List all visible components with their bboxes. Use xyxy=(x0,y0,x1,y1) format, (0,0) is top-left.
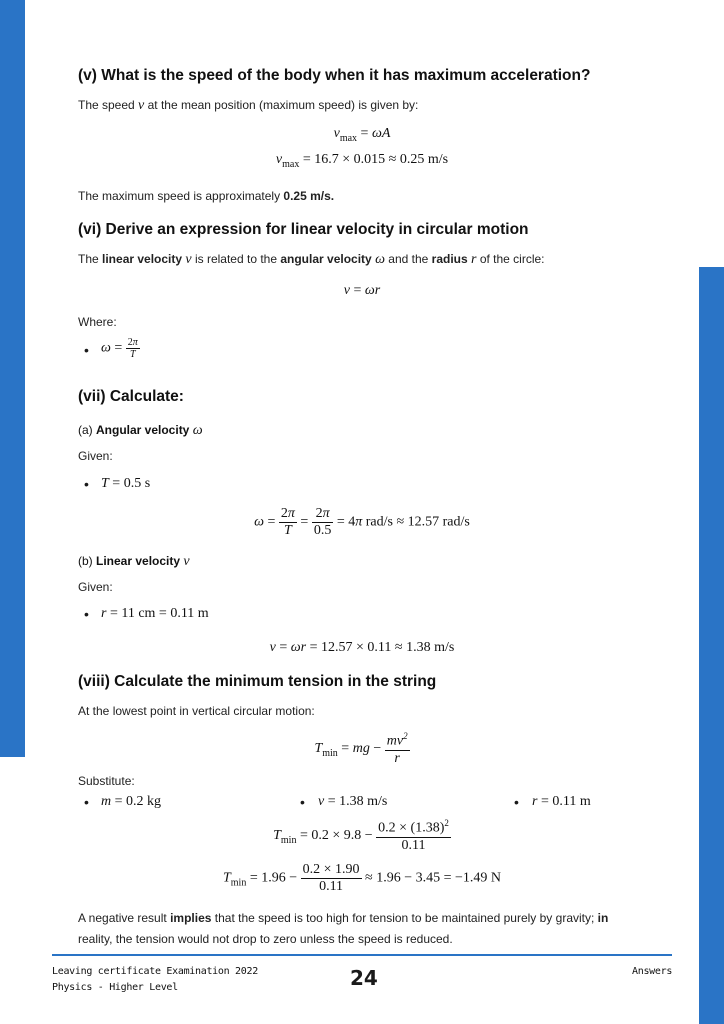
equation-tension-formula: $T_{min}$ = mg − $\frac{mv^2}{r}$ xyxy=(314,731,408,766)
section-v-conclusion: The maximum speed is approximately 0.25 m/s. xyxy=(78,189,335,203)
right-accent-bar xyxy=(699,267,724,1024)
bullet-dot: • xyxy=(84,794,89,810)
section-v-heading: (v) What is the speed of the body when it has maximum acceleration? xyxy=(78,67,591,84)
part-b-label: (b) Linear velocity v xyxy=(78,554,190,569)
footer-section-label: Answers xyxy=(632,966,673,977)
equation-vmax-formula: $v_{max} = \omega A$ xyxy=(333,126,391,144)
equation-tension-substituted: $T_{min} = 0.2 \times 9.8$ − $\frac{0.2 \times (1.38)^2}{0.11}$ xyxy=(273,818,449,853)
where-label: Where: xyxy=(78,315,117,329)
bullet-radius-value: r = 11 cm = 0.11 m xyxy=(101,606,209,621)
footer-subject: Physics - Higher Level xyxy=(52,982,178,993)
bullet-dot: • xyxy=(514,794,519,810)
part-a-label: (a) Angular velocity ω xyxy=(78,423,203,438)
footer-exam-title: Leaving certificate Examination 2022 xyxy=(52,966,258,977)
given-b-label: Given: xyxy=(78,580,113,594)
bullet-period-value: T = 0.5 s xyxy=(101,476,151,491)
equation-angular-velocity: ω = $\frac{2\pi}{T}$ = $\frac{2\pi}{0.5}$ = 4π rad/s ≈ 12.57 rad/s xyxy=(254,506,470,538)
section-vii-heading: (vii) Calculate: xyxy=(78,388,184,405)
section-vi-heading: (vi) Derive an expression for linear velocity in circular motion xyxy=(78,221,529,238)
bullet-dot: • xyxy=(84,606,89,622)
bullet-speed-value: v = 1.38 m/s xyxy=(318,794,388,809)
substitute-label: Substitute: xyxy=(78,774,135,788)
equation-linear-velocity: v = ωr = 12.57 × 0.11 ≈ 1.38 m/s xyxy=(269,640,455,655)
section-viii-intro: At the lowest point in vertical circular motion: xyxy=(78,704,315,718)
equation-tension-result: $T_{min} = 1.96$ − $\frac{0.2 \times 1.90}{0.11}$ ≈ 1.96 − 3.45 = −1.49 N xyxy=(222,862,502,894)
bullet-radius-value-2: r = 0.11 m xyxy=(532,794,591,809)
note-line-2: reality, the tension would not drop to zero unless the speed is reduced. xyxy=(78,932,453,946)
left-accent-bar xyxy=(0,0,25,757)
footer-rule xyxy=(52,954,672,956)
equation-vmax-value: $v_{max} = 16.7 \times 0.015 \approx 0.25$ m/s xyxy=(275,152,449,170)
section-viii-heading: (viii) Calculate the minimum tension in the string xyxy=(78,673,437,690)
bullet-omega-definition: ω = $\frac{2\pi}{T}$ xyxy=(101,337,138,360)
note-line-1: A negative result implies that the speed is too high for tension to be maintained purely by gravity; in xyxy=(78,911,609,925)
bullet-dot: • xyxy=(84,476,89,492)
bullet-dot: • xyxy=(300,794,305,810)
section-vi-intro: The linear velocity v is related to the angular velocity ω and the radius r of the circle: xyxy=(78,252,545,267)
equation-v-omega-r: v = ωr xyxy=(343,283,381,298)
bullet-dot: • xyxy=(84,342,89,358)
section-v-intro: The speed v at the mean position (maximum speed) is given by: xyxy=(78,98,419,113)
bullet-mass-value: m = 0.2 kg xyxy=(101,794,162,809)
given-a-label: Given: xyxy=(78,449,113,463)
page-number: 24 xyxy=(350,966,378,990)
